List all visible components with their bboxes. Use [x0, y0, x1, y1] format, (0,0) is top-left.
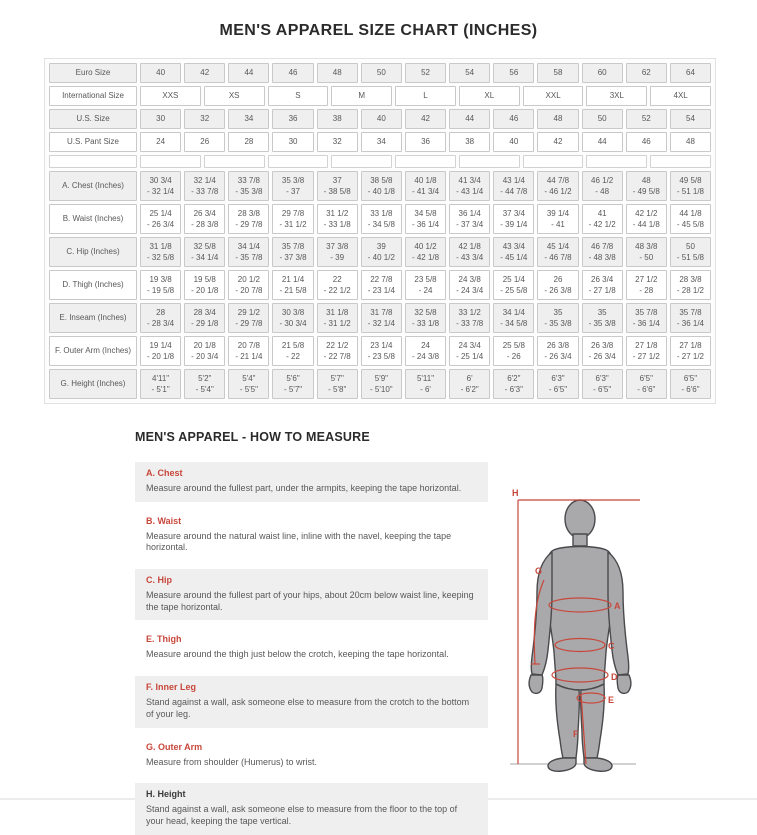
- measurement-input-row: [49, 155, 711, 168]
- figure-label-height: H: [512, 488, 519, 498]
- hip-range-cell: 40 1/2 - 42 1/8: [405, 237, 446, 267]
- us-size-cell: 38: [317, 109, 358, 129]
- inseam-range-cell: 33 1/2 - 33 7/8: [449, 303, 490, 333]
- euro-size-row-label: Euro Size: [49, 63, 137, 83]
- euro-size-cell: 42: [184, 63, 225, 83]
- height-range-cell: 5'2" - 5'4": [184, 369, 225, 399]
- measure-section-inner-leg: [135, 676, 488, 727]
- measure-section-text-height: Stand against a wall, ask someone else to measure from the floor to the top of your head, keeping the tape vertical.: [146, 804, 458, 826]
- outer-arm-range-cell: 26 3/8 - 26 3/4: [582, 336, 623, 366]
- height-row: [49, 369, 711, 399]
- chest-range-cell: 43 1/4 - 44 7/8: [493, 171, 534, 201]
- measurement-input-cell[interactable]: [204, 155, 265, 168]
- page-title: MEN'S APPAREL SIZE CHART (INCHES): [219, 22, 538, 39]
- measure-section-text-waist: Measure around the natural waist line, inline with the navel, keeping the tape horizontal.: [146, 530, 452, 553]
- thigh-range-cell: 19 5/8 - 20 1/8: [184, 270, 225, 300]
- outer-arm-range-cell: 21 5/8 - 22: [272, 336, 313, 366]
- us-size-cell: 50: [582, 109, 623, 129]
- figure-label-outer-arm: G: [535, 566, 543, 576]
- euro-size-cell: 64: [670, 63, 711, 83]
- measurement-input-cell[interactable]: [459, 155, 520, 168]
- us-size-cell: 42: [405, 109, 446, 129]
- inseam-range-cell: 29 1/2 - 29 7/8: [228, 303, 269, 333]
- us-size-cell: 44: [449, 109, 490, 129]
- hip-range-cell: 37 3/8 - 39: [317, 237, 358, 267]
- height-range-cell: 6'5" - 6'6": [626, 369, 667, 399]
- measurement-input-cell[interactable]: [395, 155, 456, 168]
- chest-range-cell: 37 - 38 5/8: [317, 171, 358, 201]
- hip-range-cell: 45 1/4 - 46 7/8: [537, 237, 578, 267]
- euro-size-cell: 48: [317, 63, 358, 83]
- chest-range-cell: 48 - 49 5/8: [626, 171, 667, 201]
- inseam-row-label: E. Inseam (Inches): [49, 303, 137, 333]
- hip-range-cell: 42 1/8 - 43 3/4: [449, 237, 490, 267]
- measure-section-chest: [135, 462, 488, 502]
- thigh-range-cell: 23 5/8 - 24: [405, 270, 446, 300]
- measure-section-title-height: H. Height: [146, 789, 186, 800]
- thigh-range-cell: 22 7/8 - 23 1/4: [361, 270, 402, 300]
- international-size-cell: M: [331, 86, 392, 106]
- size-chart-table: [44, 58, 716, 404]
- international-size-cell: XXL: [523, 86, 584, 106]
- waist-range-cell: 26 3/4 - 28 3/8: [184, 204, 225, 234]
- international-size-cell: 4XL: [650, 86, 711, 106]
- measure-section-text-hip: Measure around the fullest part of your hips, about 20cm below waist line, keeping the tape horizontal.: [146, 590, 474, 612]
- us-pant-size-cell: 46: [626, 132, 667, 152]
- international-size-row: [49, 86, 711, 106]
- inseam-range-cell: 28 - 28 3/4: [140, 303, 181, 333]
- international-size-row-label: International Size: [49, 86, 137, 106]
- inseam-range-cell: 31 1/8 - 31 1/2: [317, 303, 358, 333]
- outer-arm-range-cell: 23 1/4 - 23 5/8: [361, 336, 402, 366]
- figure-label-inner-leg: F: [573, 729, 579, 739]
- waist-range-cell: 34 5/8 - 36 1/4: [405, 204, 446, 234]
- outer-arm-range-cell: 26 3/8 - 26 3/4: [537, 336, 578, 366]
- euro-size-cell: 50: [361, 63, 402, 83]
- inseam-range-cell: 35 7/8 - 36 1/4: [626, 303, 667, 333]
- international-size-cell: XS: [204, 86, 265, 106]
- international-size-cell: 3XL: [586, 86, 647, 106]
- height-range-cell: 6' - 6'2": [449, 369, 490, 399]
- chest-range-cell: 49 5/8 - 51 1/8: [670, 171, 711, 201]
- measure-section-waist: [135, 510, 488, 561]
- waist-range-cell: 44 1/8 - 45 5/8: [670, 204, 711, 234]
- chest-range-cell: 46 1/2 - 48: [582, 171, 623, 201]
- outer-arm-row: [49, 336, 711, 366]
- height-range-cell: 6'3" - 6'5": [537, 369, 578, 399]
- measure-section-title-chest: A. Chest: [146, 468, 183, 478]
- euro-size-cell: 58: [537, 63, 578, 83]
- measure-section-text-chest: Measure around the fullest part, under the armpits, keeping the tape horizontal.: [146, 483, 462, 493]
- waist-row: [49, 204, 711, 234]
- figure-label-hip: D: [611, 672, 618, 682]
- body-silhouette: [529, 500, 631, 771]
- hip-range-cell: 46 7/8 - 48 3/8: [582, 237, 623, 267]
- measurement-input-cell[interactable]: [523, 155, 584, 168]
- hip-range-cell: 34 1/4 - 35 7/8: [228, 237, 269, 267]
- height-row-label: G. Height (Inches): [49, 369, 137, 399]
- measurement-input-cell[interactable]: [586, 155, 647, 168]
- waist-range-cell: 28 3/8 - 29 7/8: [228, 204, 269, 234]
- height-range-cell: 6'3" - 6'5": [582, 369, 623, 399]
- inseam-range-cell: 31 7/8 - 32 1/4: [361, 303, 402, 333]
- euro-size-cell: 62: [626, 63, 667, 83]
- inseam-range-cell: 28 3/4 - 29 1/8: [184, 303, 225, 333]
- us-size-cell: 48: [537, 109, 578, 129]
- measure-section-title-waist: B. Waist: [146, 515, 182, 526]
- measure-section-outer-arm: [135, 736, 488, 776]
- chest-range-cell: 32 1/4 - 33 7/8: [184, 171, 225, 201]
- us-size-row: [49, 109, 711, 129]
- waist-range-cell: 36 1/4 - 37 3/4: [449, 204, 490, 234]
- thigh-range-cell: 25 1/4 - 25 5/8: [493, 270, 534, 300]
- height-range-cell: 5'7" - 5'8": [317, 369, 358, 399]
- us-pant-size-cell: 30: [272, 132, 313, 152]
- chest-range-cell: 38 5/8 - 40 1/8: [361, 171, 402, 201]
- inseam-range-cell: 34 1/4 - 34 5/8: [493, 303, 534, 333]
- euro-size-cell: 54: [449, 63, 490, 83]
- us-pant-size-row-label: U.S. Pant Size: [49, 132, 137, 152]
- waist-range-cell: 29 7/8 - 31 1/2: [272, 204, 313, 234]
- international-size-cell: XXS: [140, 86, 201, 106]
- thigh-range-cell: 22 - 22 1/2: [317, 270, 358, 300]
- hip-row-label: C. Hip (Inches): [49, 237, 137, 267]
- size-chart-rows: [49, 63, 711, 399]
- us-pant-size-cell: 32: [317, 132, 358, 152]
- measure-section-hip: [135, 569, 488, 620]
- us-size-cell: 32: [184, 109, 225, 129]
- euro-size-cell: 46: [272, 63, 313, 83]
- waist-range-cell: 31 1/2 - 33 1/8: [317, 204, 358, 234]
- thigh-range-cell: 20 1/2 - 20 7/8: [228, 270, 269, 300]
- us-pant-size-cell: 24: [140, 132, 181, 152]
- us-pant-size-cell: 34: [361, 132, 402, 152]
- us-pant-size-cell: 44: [582, 132, 623, 152]
- measure-section-title-thigh: E. Thigh: [146, 634, 182, 645]
- chest-range-cell: 44 7/8 - 46 1/2: [537, 171, 578, 201]
- thigh-range-cell: 19 3/8 - 19 5/8: [140, 270, 181, 300]
- inseam-range-cell: 32 5/8 - 33 1/8: [405, 303, 446, 333]
- outer-arm-range-cell: 22 1/2 - 22 7/8: [317, 336, 358, 366]
- waist-range-cell: 41 - 42 1/2: [582, 204, 623, 234]
- chest-range-cell: 40 1/8 - 41 3/4: [405, 171, 446, 201]
- outer-arm-range-cell: 24 - 24 3/8: [405, 336, 446, 366]
- chest-row-label: A. Chest (Inches): [49, 171, 137, 201]
- measure-section-title-outer-arm: G. Outer Arm: [146, 741, 203, 752]
- inseam-row: [49, 303, 711, 333]
- outer-arm-range-cell: 27 1/8 - 27 1/2: [626, 336, 667, 366]
- hip-range-cell: 39 - 40 1/2: [361, 237, 402, 267]
- us-pant-size-cell: 36: [405, 132, 446, 152]
- outer-arm-range-cell: 24 3/4 - 25 1/4: [449, 336, 490, 366]
- inseam-range-cell: 35 - 35 3/8: [537, 303, 578, 333]
- height-range-cell: 5'9" - 5'10": [361, 369, 402, 399]
- height-range-cell: 5'11" - 6': [405, 369, 446, 399]
- us-size-cell: 46: [493, 109, 534, 129]
- measure-section-height: [135, 783, 488, 834]
- international-size-cell: XL: [459, 86, 520, 106]
- height-range-cell: 6'2" - 6'3": [493, 369, 534, 399]
- euro-size-cell: 44: [228, 63, 269, 83]
- chest-row: [49, 171, 711, 201]
- body-measurement-diagram: [502, 462, 642, 792]
- measure-instructions: [135, 462, 488, 835]
- international-size-cell: S: [268, 86, 329, 106]
- figure-label-thigh: E: [608, 695, 615, 705]
- height-range-cell: 5'6" - 5'7": [272, 369, 313, 399]
- euro-size-cell: 40: [140, 63, 181, 83]
- waist-range-cell: 42 1/2 - 44 1/8: [626, 204, 667, 234]
- waist-range-cell: 33 1/8 - 34 5/8: [361, 204, 402, 234]
- international-size-cell: L: [395, 86, 456, 106]
- measurement-input-cell[interactable]: [650, 155, 711, 168]
- thigh-range-cell: 24 3/8 - 24 3/4: [449, 270, 490, 300]
- measure-section-text-outer-arm: Measure from shoulder (Humerus) to wrist.: [146, 756, 318, 767]
- chest-range-cell: 33 7/8 - 35 3/8: [228, 171, 269, 201]
- measure-section-thigh: [135, 628, 488, 668]
- hip-range-cell: 43 3/4 - 45 1/4: [493, 237, 534, 267]
- thigh-row-label: D. Thigh (Inches): [49, 270, 137, 300]
- hip-range-cell: 35 7/8 - 37 3/8: [272, 237, 313, 267]
- us-pant-size-cell: 48: [670, 132, 711, 152]
- measurement-input-cell[interactable]: [140, 155, 201, 168]
- us-pant-size-cell: 26: [184, 132, 225, 152]
- outer-arm-range-cell: 25 5/8 - 26: [493, 336, 534, 366]
- euro-size-cell: 60: [582, 63, 623, 83]
- chest-range-cell: 41 3/4 - 43 1/4: [449, 171, 490, 201]
- height-range-cell: 4'11" - 5'1": [140, 369, 181, 399]
- euro-size-cell: 52: [405, 63, 446, 83]
- hip-range-cell: 32 5/8 - 34 1/4: [184, 237, 225, 267]
- hip-range-cell: 31 1/8 - 32 5/8: [140, 237, 181, 267]
- measurement-input-cell[interactable]: [268, 155, 329, 168]
- euro-size-row: [49, 63, 711, 83]
- measurement-input-cell[interactable]: [331, 155, 392, 168]
- thigh-range-cell: 26 - 26 3/8: [537, 270, 578, 300]
- us-pant-size-cell: 42: [537, 132, 578, 152]
- hip-range-cell: 50 - 51 5/8: [670, 237, 711, 267]
- measurement-figure: [502, 462, 642, 792]
- inseam-range-cell: 30 3/8 - 30 3/4: [272, 303, 313, 333]
- us-size-cell: 30: [140, 109, 181, 129]
- measure-section-title-inner-leg: F. Inner Leg: [146, 682, 197, 693]
- hip-range-cell: 48 3/8 - 50: [626, 237, 667, 267]
- outer-arm-row-label: F. Outer Arm (Inches): [49, 336, 137, 366]
- measure-section-title-hip: C. Hip: [146, 575, 172, 586]
- us-pant-size-cell: 38: [449, 132, 490, 152]
- measurement-input-label-cell: [49, 155, 137, 168]
- figure-label-waist: C: [608, 641, 615, 651]
- outer-arm-range-cell: 27 1/8 - 27 1/2: [670, 336, 711, 366]
- height-range-cell: 6'5" - 6'6": [670, 369, 711, 399]
- us-pant-size-cell: 40: [493, 132, 534, 152]
- height-range-cell: 5'4" - 5'5": [228, 369, 269, 399]
- measure-section-text-thigh: Measure around the thigh just below the crotch, keeping the tape horizontal.: [146, 649, 449, 660]
- us-pant-size-row: [49, 132, 711, 152]
- outer-arm-range-cell: 20 1/8 - 20 3/4: [184, 336, 225, 366]
- how-to-measure-heading: MEN'S APPAREL - HOW TO MEASURE: [135, 430, 370, 444]
- us-size-cell: 52: [626, 109, 667, 129]
- waist-range-cell: 39 1/4 - 41: [537, 204, 578, 234]
- hip-row: [49, 237, 711, 267]
- us-size-cell: 54: [670, 109, 711, 129]
- thigh-range-cell: 26 3/4 - 27 1/8: [582, 270, 623, 300]
- waist-row-label: B. Waist (Inches): [49, 204, 137, 234]
- outer-arm-range-cell: 20 7/8 - 21 1/4: [228, 336, 269, 366]
- thigh-range-cell: 28 3/8 - 28 1/2: [670, 270, 711, 300]
- waist-range-cell: 25 1/4 - 26 3/4: [140, 204, 181, 234]
- inseam-range-cell: 35 7/8 - 36 1/4: [670, 303, 711, 333]
- us-size-row-label: U.S. Size: [49, 109, 137, 129]
- euro-size-cell: 56: [493, 63, 534, 83]
- outer-arm-range-cell: 19 1/4 - 20 1/8: [140, 336, 181, 366]
- how-to-measure-block: [135, 430, 647, 835]
- waist-range-cell: 37 3/4 - 39 1/4: [493, 204, 534, 234]
- measure-section-text-inner-leg: Stand against a wall, ask someone else to measure from the crotch to the bottom of your leg.: [146, 697, 470, 719]
- inseam-range-cell: 35 - 35 3/8: [582, 303, 623, 333]
- thigh-row: [49, 270, 711, 300]
- thigh-range-cell: 27 1/2 - 28: [626, 270, 667, 300]
- us-size-cell: 36: [272, 109, 313, 129]
- us-size-cell: 34: [228, 109, 269, 129]
- thigh-range-cell: 21 1/4 - 21 5/8: [272, 270, 313, 300]
- figure-label-chest: A: [614, 601, 621, 611]
- us-size-cell: 40: [361, 109, 402, 129]
- us-pant-size-cell: 28: [228, 132, 269, 152]
- chest-range-cell: 30 3/4 - 32 1/4: [140, 171, 181, 201]
- chest-range-cell: 35 3/8 - 37: [272, 171, 313, 201]
